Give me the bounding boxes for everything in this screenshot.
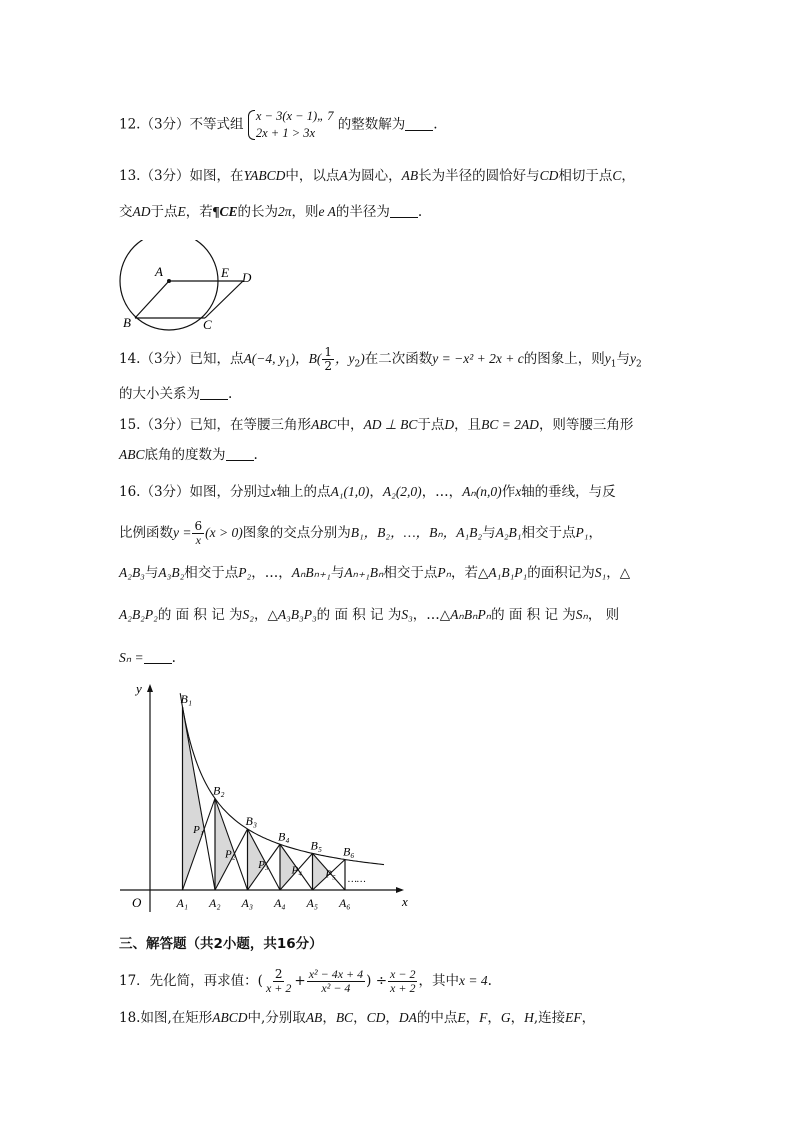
q14-text: 14.（3分）已知，点 bbox=[119, 351, 244, 367]
q17-text: ，其中 bbox=[418, 973, 459, 989]
math-expr: y = bbox=[173, 525, 192, 540]
q16-text: ，…， bbox=[421, 484, 463, 500]
label-p-point: P₅ bbox=[325, 868, 336, 881]
point-label: E bbox=[177, 204, 186, 219]
q14-text: 在二次函数 bbox=[364, 351, 433, 367]
subscript: 2 bbox=[354, 359, 361, 370]
subscript: 1 bbox=[284, 359, 291, 370]
answer-blank[interactable] bbox=[390, 203, 418, 218]
segment-label: CD bbox=[539, 168, 559, 183]
fraction-2 bbox=[307, 968, 365, 995]
math-expr: Aₙ₊₁Bₙ bbox=[344, 565, 384, 580]
label-y: y bbox=[136, 681, 142, 696]
math-expr: A₃B₂ bbox=[158, 565, 185, 580]
math-expr: BC bbox=[335, 1010, 354, 1025]
q16-text: 相交于点 bbox=[521, 525, 576, 541]
q13-text: 长为半径的圆恰好与 bbox=[418, 168, 540, 184]
x-axis-arrow bbox=[396, 887, 404, 893]
triangle-label: ABC bbox=[119, 447, 145, 462]
q13-text: 相切于点 bbox=[558, 168, 613, 184]
answer-blank[interactable] bbox=[226, 446, 254, 461]
q17-text: 17．先化简，再求值：( bbox=[119, 973, 263, 989]
question-15-line-2 bbox=[119, 445, 258, 465]
math-expr: B₁，B₂，…，Bₙ，A₁B₂ bbox=[350, 525, 483, 540]
math-expr: A₁B₁P₁ bbox=[488, 565, 528, 580]
q15-text: ，则等腰三角形 bbox=[538, 417, 634, 433]
math-expr: x = 4 bbox=[458, 973, 488, 988]
math-expr: EF bbox=[565, 1010, 582, 1025]
label-p-point: P₃ bbox=[258, 858, 269, 871]
math-expr: S₁ bbox=[594, 565, 607, 580]
q18-text: 中,分别取 bbox=[247, 1010, 306, 1026]
q18-text: ， bbox=[385, 1010, 399, 1026]
q16-text: 作 bbox=[501, 484, 516, 500]
q16-text: 的 面 积 记 为 bbox=[157, 607, 243, 623]
math-var: x bbox=[515, 484, 522, 499]
inequality-row-2: 2x + 1 > 3x bbox=[255, 126, 316, 140]
answer-blank[interactable] bbox=[200, 385, 228, 400]
hyperbola-figure bbox=[110, 676, 420, 916]
math-expr: Sₙ bbox=[575, 607, 588, 622]
math-expr: BC = 2AD bbox=[481, 417, 539, 432]
math-expr: F bbox=[479, 1010, 488, 1025]
label-p-point: P₁ bbox=[193, 824, 204, 836]
label-d: D bbox=[242, 270, 252, 285]
math-expr: S₂ bbox=[242, 607, 254, 622]
segment-cd bbox=[205, 281, 243, 318]
point-b-y: ，y bbox=[335, 351, 355, 366]
parallelogram-label: YABCD bbox=[243, 168, 286, 183]
question-18 bbox=[119, 1008, 595, 1028]
fraction-6-over-x bbox=[192, 520, 204, 547]
answer-blank[interactable] bbox=[405, 116, 433, 131]
math-expr: A₃B₃P₃ bbox=[277, 607, 317, 622]
math-expr: A₂B₁ bbox=[495, 525, 522, 540]
q13-text: 的半径为 bbox=[335, 204, 390, 220]
label-b-point: B₁ bbox=[180, 692, 193, 706]
q14-text: ， bbox=[295, 351, 309, 367]
q15-end: . bbox=[253, 447, 258, 463]
question-16-line-1 bbox=[119, 482, 616, 502]
frac-num: 6 bbox=[194, 519, 203, 533]
math-expr: A₂(2,0) bbox=[382, 484, 422, 499]
q13-text: 为圆心， bbox=[347, 168, 402, 184]
circle-label: e A bbox=[318, 204, 336, 219]
answer-blank[interactable] bbox=[144, 649, 172, 664]
label-p-point: P₂ bbox=[225, 848, 236, 861]
math-expr: P₂ bbox=[238, 565, 252, 580]
math-expr: E bbox=[457, 1010, 466, 1025]
segment-label: AD bbox=[132, 204, 151, 219]
q16-text: 的面积记为 bbox=[527, 565, 595, 581]
q16-text: 相交于点 bbox=[184, 565, 239, 581]
label-a-point: A₆ bbox=[339, 896, 351, 910]
q18-text: ， bbox=[581, 1010, 596, 1026]
subscript: 1 bbox=[610, 359, 617, 370]
q13-text: ，若 bbox=[185, 204, 213, 220]
q16-text: ， bbox=[588, 525, 602, 541]
y-axis-arrow bbox=[147, 684, 153, 692]
label-e: E bbox=[221, 265, 229, 280]
math-expr: A₁(1,0) bbox=[330, 484, 370, 499]
math-expr: 2π bbox=[278, 204, 292, 219]
question-13-line-2 bbox=[119, 202, 422, 222]
q16-text: ， 则 bbox=[587, 607, 620, 623]
math-expr: H bbox=[524, 1010, 534, 1025]
frac-num: x − 2 bbox=[390, 967, 416, 981]
segment-label: AB bbox=[401, 168, 419, 183]
label-ellipsis: …… bbox=[348, 874, 366, 885]
q13-text: ， bbox=[621, 168, 635, 184]
q12-prefix: 12.（3分）不等式组 bbox=[119, 116, 244, 133]
q15-text: 于点 bbox=[417, 417, 445, 433]
math-expr: Sₙ = bbox=[119, 650, 144, 665]
inequality-system bbox=[248, 108, 334, 142]
segment-ab bbox=[135, 281, 169, 318]
frac-den: x bbox=[195, 533, 201, 547]
q16-text: 图象的交点分别为 bbox=[242, 525, 351, 541]
math-expr: P₁ bbox=[575, 525, 589, 540]
math-expr: (x > 0) bbox=[205, 525, 243, 540]
q18-text: ， bbox=[353, 1010, 367, 1026]
q12-suffix: 的整数解为 bbox=[337, 116, 406, 133]
question-17 bbox=[119, 968, 492, 995]
label-origin: O bbox=[132, 895, 142, 910]
quadratic-function: y = −x² + 2x + c bbox=[432, 351, 524, 366]
label-a: A bbox=[155, 264, 163, 279]
question-12 bbox=[119, 108, 438, 142]
q18-text: ， bbox=[510, 1010, 525, 1026]
label-p-point: P₄ bbox=[291, 864, 303, 877]
section-title: 三、解答题（共2小题，共16分） bbox=[119, 936, 323, 952]
q16-text: 比例函数 bbox=[119, 525, 173, 541]
q15-text: 底角的度数为 bbox=[144, 447, 226, 463]
q18-text: 的中点 bbox=[416, 1010, 458, 1026]
frac-den: 2 bbox=[324, 359, 333, 373]
question-16-line-2 bbox=[119, 520, 602, 547]
shaded-triangle bbox=[183, 707, 205, 890]
fraction-1 bbox=[264, 968, 293, 995]
frac-num: 2 bbox=[274, 967, 283, 981]
label-c: C bbox=[203, 317, 212, 332]
question-14-line-2 bbox=[119, 384, 232, 404]
question-16-line-4 bbox=[119, 605, 619, 625]
q16-text: ，△ bbox=[606, 565, 631, 581]
q13-text: ，则 bbox=[291, 204, 319, 220]
q16-text: ， bbox=[369, 484, 383, 500]
label-b-point: B₃ bbox=[245, 814, 258, 828]
arc-label: ¶CE bbox=[212, 204, 238, 219]
q16-end: . bbox=[171, 650, 176, 666]
label-b-point: B₆ bbox=[343, 844, 355, 859]
point-label: C bbox=[612, 168, 622, 183]
frac-den: x² − 4 bbox=[321, 981, 351, 995]
question-16-line-3 bbox=[119, 563, 630, 583]
math-expr: G bbox=[500, 1010, 511, 1025]
q16-text: 与 bbox=[144, 565, 159, 581]
math-expr: ABCD bbox=[212, 1010, 248, 1025]
frac-den: x + 2 bbox=[390, 981, 416, 995]
q16-text: 相交于点 bbox=[383, 565, 438, 581]
q13-text: 交 bbox=[119, 204, 133, 220]
question-15-line-1 bbox=[119, 415, 633, 435]
inequality-row-1: x − 3(x − 1)„ 7 bbox=[255, 109, 334, 123]
q16-text: ，△ bbox=[253, 607, 278, 623]
math-expr: CD bbox=[366, 1010, 386, 1025]
q12-end: . bbox=[433, 116, 438, 133]
math-expr: A₂B₂P₂ bbox=[119, 607, 158, 622]
label-a-point: A₃ bbox=[241, 896, 254, 910]
triangle-label: ABC bbox=[311, 417, 337, 432]
question-14-line-1 bbox=[119, 346, 642, 375]
point-label: D bbox=[444, 417, 455, 432]
y1: y bbox=[604, 351, 611, 366]
label-b: B bbox=[123, 315, 131, 330]
circle-parallelogram-figure bbox=[115, 240, 265, 335]
q15-text: 15.（3分）已知，在等腰三角形 bbox=[119, 417, 312, 433]
q16-text: 16.（3分）如图，分别过 bbox=[119, 484, 271, 500]
math-expr: AD ⊥ BC bbox=[363, 417, 418, 432]
label-a-point: A₄ bbox=[274, 896, 286, 910]
frac-den: x + 2 bbox=[265, 981, 292, 995]
q16-text: 的 面 积 记 为 bbox=[316, 607, 402, 623]
q16-text: 轴的垂线，与反 bbox=[521, 484, 616, 500]
q16-text: ，…， bbox=[251, 565, 292, 581]
frac-num: 1 bbox=[324, 345, 333, 359]
q16-text: 与 bbox=[330, 565, 345, 581]
math-expr: Pₙ bbox=[437, 565, 452, 580]
q13-text: 13.（3分）如图，在 bbox=[119, 168, 244, 184]
q16-text: 轴上的点 bbox=[276, 484, 331, 500]
math-expr: DA bbox=[398, 1010, 417, 1025]
subscript: 2 bbox=[635, 359, 642, 370]
fraction-half bbox=[322, 346, 334, 373]
q14-text: 的大小关系为 bbox=[119, 386, 200, 402]
q14-text: 与 bbox=[616, 351, 630, 367]
point-label: A bbox=[339, 168, 348, 183]
y2: y bbox=[629, 351, 636, 366]
math-expr: AₙBₙPₙ bbox=[450, 607, 492, 622]
math-expr: AB bbox=[305, 1010, 323, 1025]
math-expr: S₃ bbox=[401, 607, 413, 622]
fraction-3 bbox=[388, 968, 417, 995]
label-b-point: B₄ bbox=[278, 829, 290, 844]
question-16-line-5 bbox=[119, 648, 176, 668]
q17-text: . bbox=[487, 973, 492, 989]
q16-text: 与 bbox=[482, 525, 496, 541]
q13-text: . bbox=[417, 204, 423, 220]
q18-text: ， bbox=[465, 1010, 480, 1026]
q18-text: 18.如图,在矩形 bbox=[119, 1010, 213, 1026]
math-expr: AₙBₙ₊₁ bbox=[291, 565, 331, 580]
label-a-point: A₁ bbox=[176, 896, 189, 910]
q16-text: ，…△ bbox=[412, 607, 451, 623]
q13-text: 的长为 bbox=[237, 204, 279, 220]
q18-text: ,连接 bbox=[533, 1010, 566, 1026]
math-expr: A₂B₃ bbox=[119, 565, 145, 580]
q13-text: 中，以点 bbox=[285, 168, 340, 184]
point-a-end: ) bbox=[290, 351, 296, 366]
point-b-end: ) bbox=[360, 351, 365, 366]
point-b: B( bbox=[308, 351, 322, 366]
q17-op: + bbox=[294, 973, 306, 989]
q18-text: ， bbox=[322, 1010, 336, 1026]
question-13-line-1 bbox=[119, 166, 635, 186]
label-a-point: A₂ bbox=[209, 896, 221, 910]
q16-text: 的 面 积 记 为 bbox=[491, 607, 576, 623]
q13-text: 于点 bbox=[150, 204, 178, 220]
frac-num: x² − 4x + 4 bbox=[308, 967, 364, 981]
q16-text: ，若△ bbox=[451, 565, 489, 581]
label-x: x bbox=[402, 894, 408, 909]
q14-text: 的图象上，则 bbox=[523, 351, 605, 367]
point-a: A(−4, y bbox=[243, 351, 285, 366]
label-b-point: B₅ bbox=[310, 838, 323, 853]
math-var: x bbox=[270, 484, 277, 499]
q15-text: ，且 bbox=[454, 417, 482, 433]
q18-text: ， bbox=[487, 1010, 501, 1026]
q14-end: . bbox=[228, 386, 233, 402]
label-a-point: A₅ bbox=[306, 896, 319, 910]
q17-op: ) ÷ bbox=[366, 973, 388, 989]
math-expr: Aₙ(n,0) bbox=[462, 484, 502, 499]
q15-text: 中， bbox=[336, 417, 364, 433]
label-b-point: B₂ bbox=[213, 783, 225, 798]
